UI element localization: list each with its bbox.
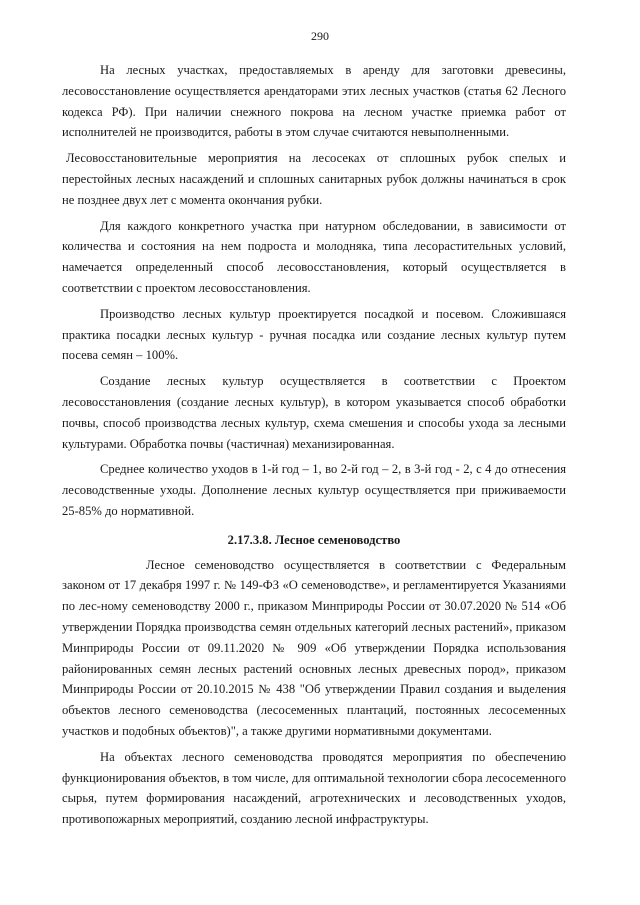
- paragraph-care-count: Среднее количество уходов в 1-й год – 1, во 2-й год – 2, в 3-й год - 2, с 4 до отнесения лесоводственные уходы. Дополнение лесных культур осуществляется при приживаемости 25-85% до нормативной.: [62, 462, 566, 518]
- paragraph-planting-practice: Производство лесных культур проектируется посадкой и посевом. Сложившаяся практика посадки лесных культур - ручная посадка или создание лесных культур путем посева семян – 100%.: [62, 306, 566, 363]
- paragraph-field-survey: Для каждого конкретного участка при натурном обследовании, в зависимости от количества и состояния на нем подроста и молодняка, типа лесорастительных условий, намечается определенный способ лесовосстановления, который осуществляется в соответствии с проектом лесовосстановления.: [62, 218, 566, 295]
- page-number: 290: [311, 29, 329, 43]
- section-heading: 2.17.3.8. Лесное семеноводство: [227, 532, 401, 547]
- paragraph-clearcut-deadline: Лесовосстановительные мероприятия на лесосеках от сплошных рубок спелых и перестойных лесных насаждений и сплошных санитарных рубок должны начинаться в срок не позднее двух лет с момента окончания рубки.: [62, 151, 566, 207]
- paragraph-seed-regulation: Лесное семеноводство осуществляется в соответствии с Федеральным законом от 17 декабря 1997 г. № 149-ФЗ «О семеноводстве», и регламентируется Указаниями по лес-ному семеноводству 2000 г., приказом Минприроды России от 30.07.2020 № 514 «Об утверждении Порядка производства семян отдельных категорий лесных растений», приказом Минприроды России от 09.11.2020 № 909 «Об утверждении Порядка использования районированных семян лесных растений основных лесных древесных пород», приказом Минприроды России от 20.10.2015 № 438 "Об утверждении Правил создания и выделения объектов лесного семеноводства (лесосеменных плантаций, постоянных лесосеменных участков и подобных объектов)", а также другими нормативными документами.: [62, 557, 566, 738]
- paragraph-seed-objects: На объектах лесного семеноводства проводятся мероприятия по обеспечению функционирования объектов, в том числе, для оптимальной технологии сбора лесосеменного сырья, путем формирования насаждений, агротехнических и лесоводственных уходов, противопожарных мероприятий, созданию лесной инфраструктуры.: [62, 749, 566, 827]
- page-content: [62, 60, 566, 835]
- paragraph-reforestation-project: Создание лесных культур осуществляется в соответствии с Проектом лесовосстановления (создание лесных культур), в котором указывается способ обработки почвы, способ производства лесных культур, схема смешения и способы ухода за лесными культурами. Обработка почвы (частичная) механизированная.: [62, 374, 566, 451]
- paragraph-lease-reforestation: На лесных участках, предоставляемых в аренду для заготовки древесины, лесовосстановление осуществляется арендаторами этих лесных участков (статья 62 Лесного кодекса РФ). При наличии снежного покрова на лесном участке приемка работ от исполнителей не производится, работы в этом случае считаются невыполненными.: [62, 63, 566, 140]
